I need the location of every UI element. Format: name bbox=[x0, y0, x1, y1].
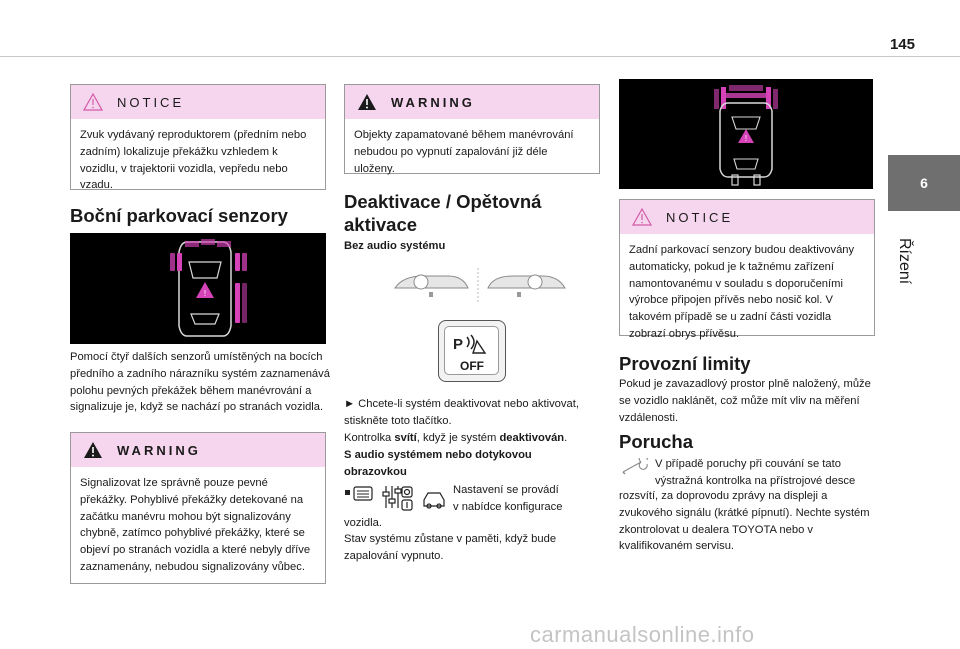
fault-line-a: V případě poruchy při couvání se tato bbox=[655, 458, 841, 470]
notice-label-2: NOTICE bbox=[666, 209, 734, 225]
notice-triangle-icon bbox=[632, 208, 652, 226]
config-line-b: v nabídce konfigurace bbox=[453, 500, 563, 513]
notice-text-2: Zadní parkovací senzory budou deaktivovány automaticky, pokud je k tažnému zařízení namontovanému v souladu s doporučeními výrobce připojen přívěs nebo nosič kol. V takovém případě se u zadní části vozidla zobrazí obrys přívěsu. bbox=[629, 244, 855, 340]
notice-header-2 bbox=[620, 200, 874, 234]
chapter-number: 6 bbox=[920, 175, 928, 191]
instr-a: Kontrolka bbox=[344, 431, 395, 444]
warning-header bbox=[71, 433, 325, 467]
chapter-label: Řízení bbox=[896, 238, 913, 285]
svg-text:P: P bbox=[453, 336, 464, 353]
warning-text-2: Objekty zapamatované během manévrování nebudou po vypnutí zapalování již déle uloženy. bbox=[354, 129, 574, 175]
fault-line-b: výstražná kontrolka na přístrojové desce bbox=[655, 474, 856, 487]
settings-icon bbox=[383, 486, 412, 510]
dashboard-illustration bbox=[393, 268, 573, 304]
warning-box-2 bbox=[344, 84, 600, 174]
notice-box-2 bbox=[619, 199, 875, 340]
deactivate-instructions bbox=[344, 396, 600, 446]
warning-text: Signalizovat lze správně pouze pevné překážky. Pohyblivé překážky detekované na začátku manévru mohou být signalizovány chybně, zatímco pohyblivé překážky, které se objeví po stranách vozidla a které nebyly dříve zaznamenány, nebudou signalizovány vůbec. bbox=[80, 477, 311, 573]
car-icon bbox=[424, 493, 444, 508]
svg-text:!: ! bbox=[744, 134, 748, 143]
config-text-end: vozidla. bbox=[344, 517, 382, 529]
side-sensor-text: Pomocí čtyř dalších senzorů umístěných na bocích předního a zadního nárazníku systém zaznamenává polohu pevných překážek během manévrování a signalizuje je, když se nachází po stranách vozidla. bbox=[70, 351, 330, 414]
watermark: carmanualsonline.info bbox=[530, 622, 755, 647]
page-number: 145 bbox=[889, 36, 915, 53]
notice-triangle-icon bbox=[83, 93, 103, 111]
subheading-no-audio: Bez audio systému bbox=[344, 240, 446, 252]
side-sensor-illustration bbox=[70, 233, 326, 344]
notice-label: NOTICE bbox=[117, 94, 185, 110]
warning-box bbox=[70, 432, 326, 584]
wrench-icon bbox=[621, 458, 651, 476]
instr-b: svítí bbox=[394, 431, 417, 444]
config-line-a: Nastavení se provádí bbox=[453, 484, 559, 496]
parking-sensor-off-icon bbox=[453, 331, 489, 355]
limits-text: Pokud je zavazadlový prostor plně naložený, může se vozidlo naklánět, což může mít vliv na měření vzdálenosti. bbox=[619, 378, 871, 424]
instr-c: , když je systém bbox=[416, 431, 500, 444]
fault-text-lead bbox=[655, 456, 875, 490]
parking-sensor-off-button[interactable] bbox=[438, 320, 506, 382]
off-label: OFF bbox=[460, 359, 484, 373]
fault-text: rozsvítí, za doprovodu zprávy na displeji a zvukového signálu (krátké pípnutí). Nechte systém zkontrolovat u dealera TOYOTA nebo v kvalifikovaném servisu. bbox=[619, 490, 870, 553]
section-heading: Boční parkovací senzory bbox=[70, 205, 288, 226]
section-heading-fault: Porucha bbox=[619, 431, 694, 452]
instruction-press: ► Chcete-li systém deaktivovat nebo aktivovat, stiskněte toto tlačítko. bbox=[344, 398, 579, 427]
notice-header bbox=[71, 85, 325, 119]
memory-text: Stav systému zůstane v paměti, když bude zapalování vypnuto. bbox=[344, 533, 557, 562]
subheading-audio: S audio systémem nebo dotykovou obrazovkou bbox=[344, 449, 532, 478]
header-divider bbox=[0, 56, 960, 57]
section-heading-2: Deaktivace / Opětovná aktivace bbox=[344, 191, 542, 236]
rear-sensor-illustration bbox=[619, 79, 873, 189]
warning-triangle-icon bbox=[83, 441, 103, 459]
config-icons bbox=[344, 484, 448, 512]
instr-e: . bbox=[564, 431, 568, 444]
warning-label: WARNING bbox=[117, 442, 201, 458]
warning-triangle-icon bbox=[357, 93, 377, 111]
instr-d: deaktivován bbox=[499, 431, 565, 444]
notice-box bbox=[70, 84, 326, 190]
warning-label-2: WARNING bbox=[391, 94, 475, 110]
touchscreen-icon bbox=[345, 487, 372, 500]
section-heading-limits: Provozní limity bbox=[619, 353, 751, 374]
config-text bbox=[453, 482, 603, 516]
warning-header-2 bbox=[345, 85, 599, 119]
chapter-tab[interactable] bbox=[888, 155, 960, 211]
notice-text: Zvuk vydávaný reproduktorem (předním nebo zadním) lokalizuje překážku vzhledem k vozidlu, v trajektorii vozidla, vepředu nebo vzadu. bbox=[80, 129, 307, 192]
svg-text:!: ! bbox=[203, 289, 207, 298]
